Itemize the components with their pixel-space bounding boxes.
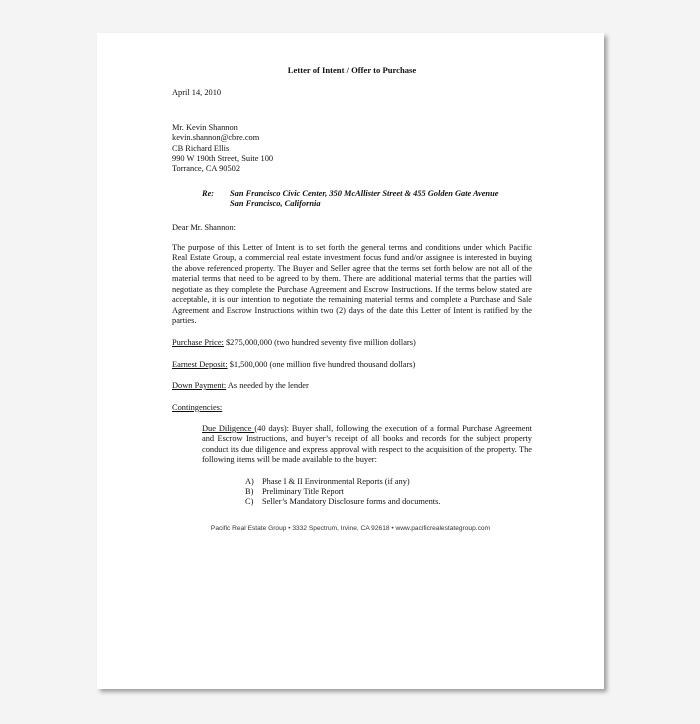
subject-line: [202, 189, 532, 210]
items-list: [245, 477, 532, 508]
recipient-city: Torrance, CA 90502: [172, 164, 241, 174]
subject-line-2: San Francisco, California: [230, 199, 321, 209]
down-payment-label: Down Payment:: [172, 381, 227, 391]
list-item-letter: B): [245, 486, 254, 496]
salutation: Dear Mr. Shannon:: [172, 222, 236, 232]
document-page: [97, 33, 604, 689]
intro-paragraph: The purpose of this Letter of Intent is to set forth the general terms and conditions under which Pacific Real Estate Group, a commercial real estate investment focus fund and/or assignee is interested in buying the above referenced property. The Buyer and Seller agree that the terms set forth below are not all of the material terms that need to be agreed to by them. There are additional material terms that the parties will negotiate as they complete the Purchase Agreement and Escrow Instructions. If the terms below stated are acceptable, it is our intention to negotiate the remaining material terms and complete a Purchase and Sale Agreement and Escrow Instructions within two (2) days of the date this Letter of Intent is ratified by the parties.: [172, 243, 532, 325]
letter-date: April 14, 2010: [172, 88, 222, 98]
letter-title: Letter of Intent / Offer to Purchase: [287, 65, 417, 75]
recipient-name: Mr. Kevin Shannon: [172, 122, 238, 132]
purchase-price-value: $275,000,000 (two hundred seventy five million dollars): [223, 338, 416, 348]
list-item-text: Preliminary Title Report: [262, 486, 344, 496]
recipient-address: [172, 123, 532, 175]
earnest-deposit-line: [172, 360, 532, 370]
purchase-price-label: Purchase Price:: [172, 338, 224, 348]
due-diligence-label: Due Diligence: [202, 423, 255, 433]
list-item: [245, 487, 532, 497]
list-item: [245, 497, 532, 507]
list-item-text: Phase I & II Environmental Reports (if any): [262, 476, 410, 486]
recipient-email: kevin.shannon@cbre.com: [172, 133, 260, 143]
subject-line-1: San Francisco Civic Center, 350 McAllister Street & 455 Golden Gate Avenue: [230, 188, 499, 198]
letter-content: [172, 65, 532, 508]
down-payment-value: As needed by the lender: [226, 381, 309, 391]
recipient-company: CB Richard Ellis: [172, 143, 230, 153]
subject-text: [230, 189, 498, 210]
list-item-letter: A): [245, 476, 254, 486]
recipient-street: 990 W 190th Street, Suite 100: [172, 154, 274, 164]
list-item: [245, 477, 532, 487]
earnest-deposit-label: Earnest Deposit:: [172, 359, 228, 369]
list-item-letter: C): [245, 497, 254, 507]
due-diligence-text: Buyer shall, following the execution of a formal Purchase Agreement and Escrow Instructions, and buyer’s receipt of all books and records for the subject property conduct its due diligence and express approval with respect to the acquisition of the property. The following items will be made available to the buyer:: [202, 423, 532, 465]
contingencies-label: Contingencies:: [172, 402, 223, 412]
due-diligence-paragraph: [202, 424, 532, 466]
list-item-text: Seller’s Mandatory Disclosure forms and documents.: [262, 497, 441, 507]
contingencies-heading: [172, 403, 532, 413]
earnest-deposit-value: $1,500,000 (one million five hundred thousand dollars): [227, 359, 416, 369]
subject-label: Re:: [202, 188, 215, 198]
due-diligence-days: (40 days):: [254, 423, 289, 433]
down-payment-line: [172, 381, 532, 391]
page-footer: Pacific Real Estate Group • 3332 Spectrum, Irvine, CA 92618 • www.pacificrealestategroup.com: [210, 525, 491, 532]
purchase-price-line: [172, 338, 532, 348]
